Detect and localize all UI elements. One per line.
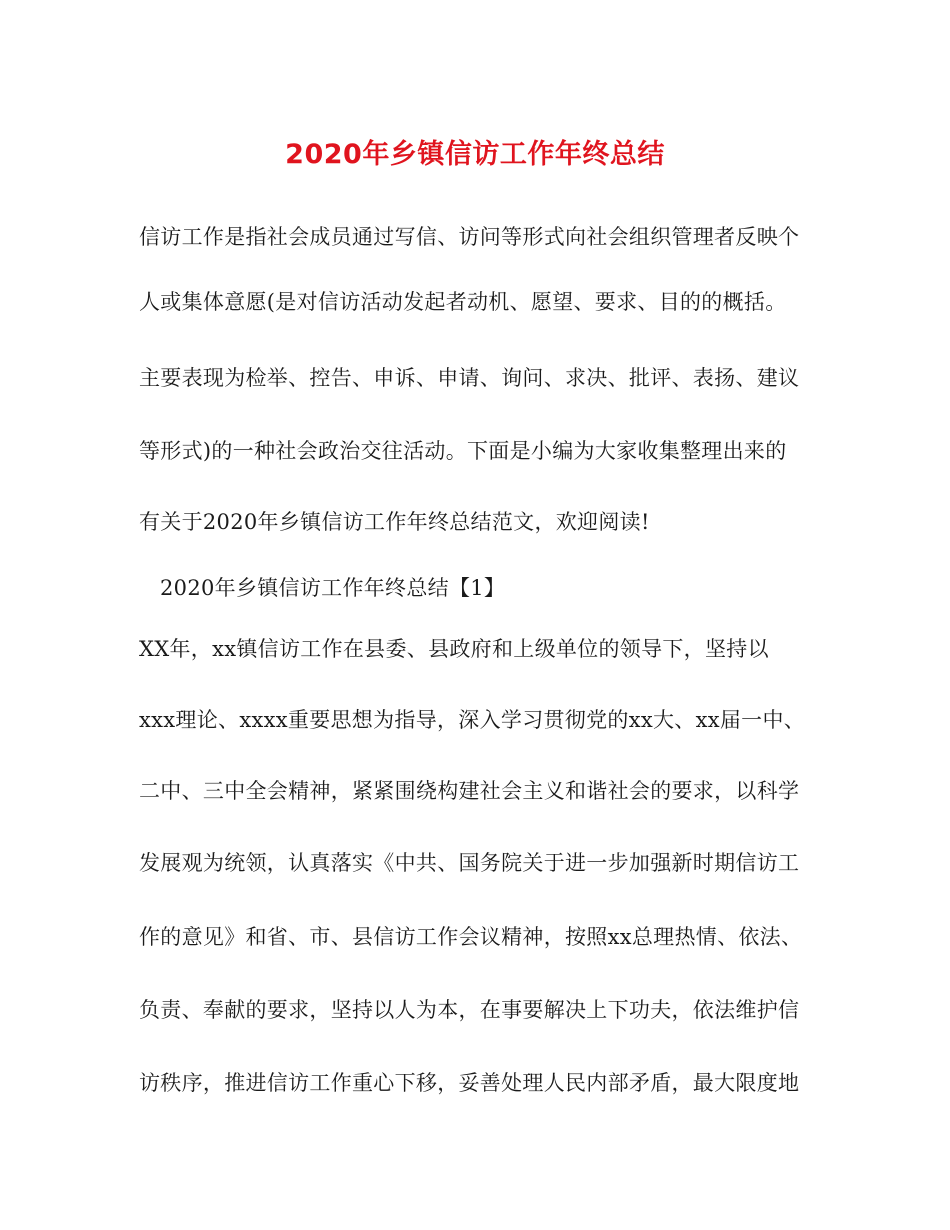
intro-line: 人或集体意愿(是对信访活动发起者动机、愿望、要求、目的的概括。 [139,290,787,314]
body-line: 发展观为统领，认真落实《中共、国务院关于进一步加强新时期信访工 [139,851,800,875]
body-line: 访秩序，推进信访工作重心下移，妥善处理人民内部矛盾，最大限度地 [139,1071,800,1095]
intro-line: 有关于2020年乡镇信访工作年终总结范文，欢迎阅读! [139,510,650,534]
intro-line: 主要表现为检举、控告、申诉、申请、询问、求决、批评、表扬、建议 [139,366,800,390]
intro-line: 等形式)的一种社会政治交往活动。下面是小编为大家收集整理出来的 [139,439,787,463]
body-line: XX年，xx镇信访工作在县委、县政府和上级单位的领导下，坚持以 [139,637,769,661]
document-title: 2020年乡镇信访工作年终总结 [285,139,665,170]
body-line: 负责、奉献的要求，坚持以人为本，在事要解决上下功夫，依法维护信 [139,998,800,1022]
section-heading: 2020年乡镇信访工作年终总结【1】 [160,576,506,600]
intro-line: 信访工作是指社会成员通过写信、访问等形式向社会组织管理者反映个 [139,225,800,249]
body-line: 作的意见》和省、市、县信访工作会议精神，按照xx总理热情、依法、 [139,925,803,949]
body-line: 二中、三中全会精神，紧紧围绕构建社会主义和谐社会的要求，以科学 [139,779,800,803]
body-line: xxx理论、xxxx重要思想为指导，深入学习贯彻党的xx大、xx届一中、 [139,708,806,732]
